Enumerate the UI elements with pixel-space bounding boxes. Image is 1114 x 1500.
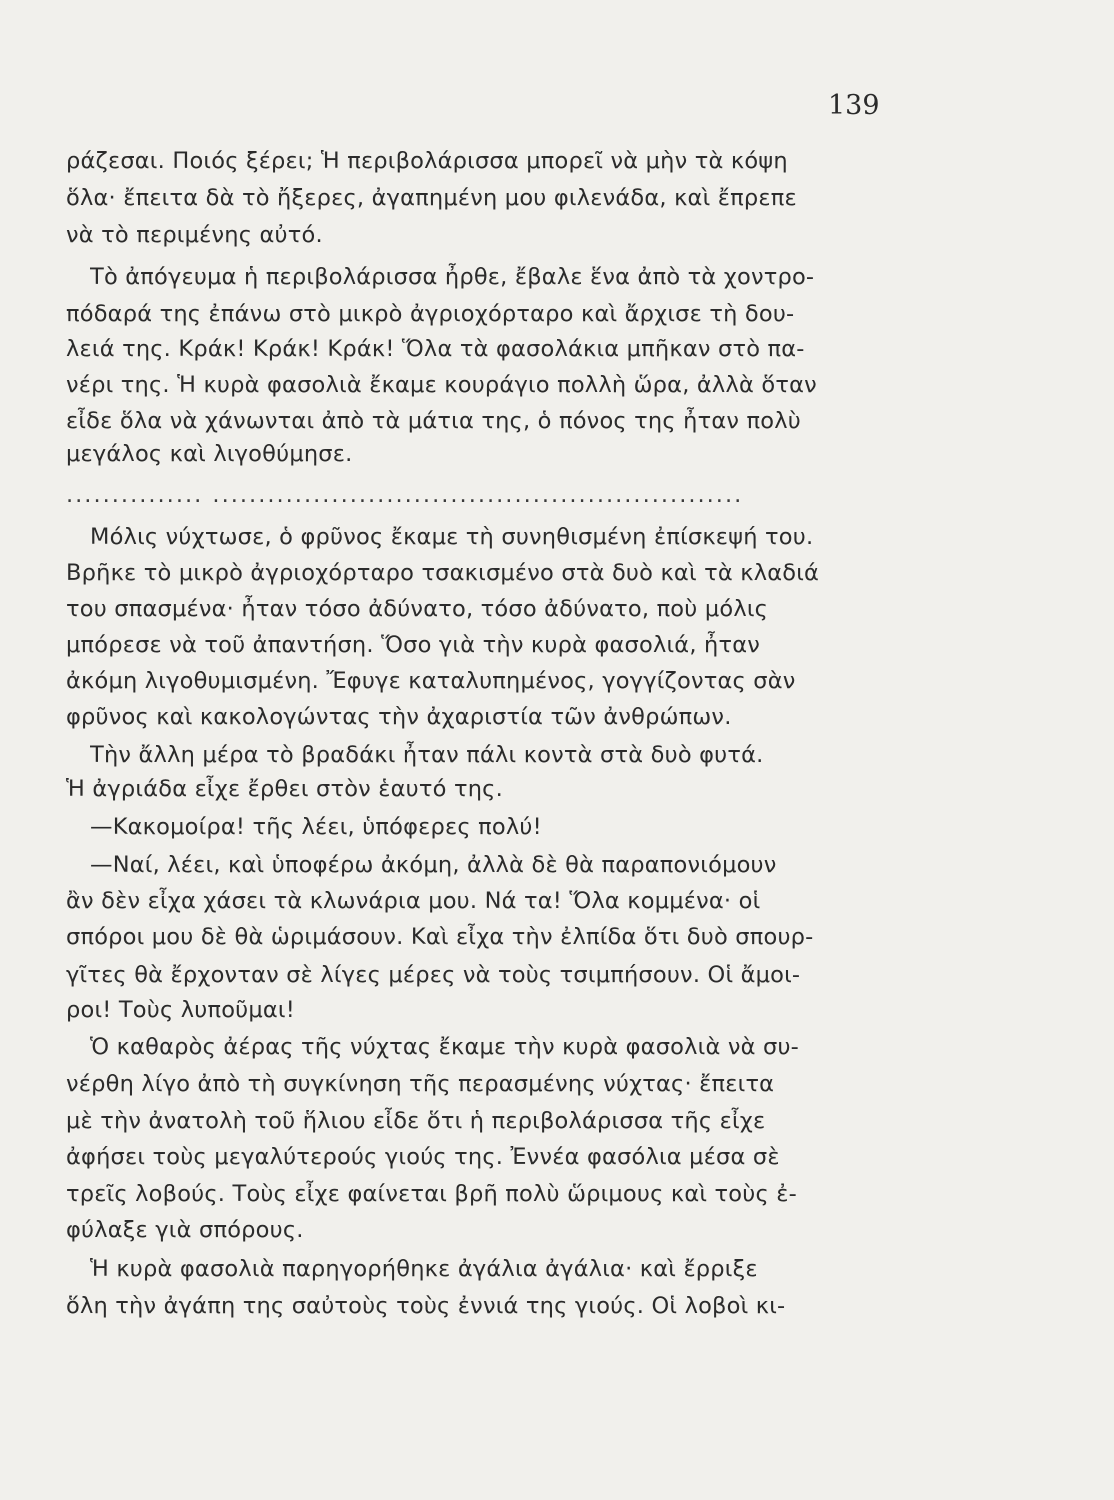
text-line: Ἡ κυρὰ φασολιὰ παρηγορήθηκε ἀγάλια ἀγάλια· καὶ ἔρριξε [90, 1256, 758, 1282]
text-line: λειά της. Κράκ! Κράκ! Κράκ! Ὅλα τὰ φασολάκια μπῆκαν στὸ πα- [66, 336, 805, 362]
text-line: ὅλα· ἔπειτα δὰ τὸ ἤξερες, ἀγαπημένη μου φιλενάδα, καὶ ἔπρεπε [66, 185, 797, 211]
page-number: 139 [828, 90, 880, 121]
text-line: σπόροι μου δὲ θὰ ὡριμάσουν. Καὶ εἶχα τὴν ἐλπίδα ὅτι δυὸ σπουρ- [66, 924, 814, 950]
text-line: —Ναί, λέει, καὶ ὑποφέρω ἀκόμη, ἀλλὰ δὲ θὰ παραπονιόμουν [90, 852, 777, 878]
text-line: Ἡ ἀγριάδα εἶχε ἔρθει στὸν ἑαυτό της. [66, 776, 503, 802]
text-line: νέρι της. Ἡ κυρὰ φασολιὰ ἔκαμε κουράγιο πολλὴ ὥρα, ἀλλὰ ὅταν [66, 372, 817, 398]
text-line: ροι! Τοὺς λυποῦμαι! [66, 997, 295, 1023]
text-line: εἶδε ὅλα νὰ χάνωνται ἀπὸ τὰ μάτια της, ὁ πόνος της ἦταν πολὺ [66, 408, 801, 434]
text-line: γῖτες θὰ ἔρχονταν σὲ λίγες μέρες νὰ τοὺς τσιμπήσουν. Οἱ ἄμοι- [66, 962, 801, 988]
text-line: νὰ τὸ περιμένης αὐτό. [66, 222, 323, 248]
text-line: Ὁ καθαρὸς ἀέρας τῆς νύχτας ἔκαμε τὴν κυρὰ φασολιὰ νὰ συ- [90, 1034, 799, 1060]
text-line: πόδαρά της ἐπάνω στὸ μικρὸ ἀγριοχόρταρο καὶ ἄρχισε τὴ δου- [66, 301, 795, 327]
text-line: μεγάλος καὶ λιγοθύμησε. [66, 441, 353, 467]
section-separator: ............... .......................................................... [66, 482, 744, 508]
text-line: τρεῖς λοβούς. Τοὺς εἶχε φαίνεται βρῆ πολὺ ὥριμους καὶ τοὺς ἐ- [66, 1181, 797, 1207]
text-line: Τὴν ἄλλη μέρα τὸ βραδάκι ἦταν πάλι κοντὰ στὰ δυὸ φυτά. [90, 742, 764, 768]
text-line: μπόρεσε νὰ τοῦ ἀπαντήση. Ὅσο γιὰ τὴν κυρὰ φασολιά, ἦταν [66, 632, 761, 658]
text-line: Μόλις νύχτωσε, ὁ φρῦνος ἔκαμε τὴ συνηθισμένη ἐπίσκεψή του. [90, 524, 814, 550]
text-line: —Κακομοίρα! τῆς λέει, ὑπόφερες πολύ! [90, 814, 542, 840]
text-line: ἂν δὲν εἶχα χάσει τὰ κλωνάρια μου. Νά τα! Ὅλα κομμένα· οἱ [66, 888, 761, 914]
text-line: φρῦνος καὶ κακολογώντας τὴν ἀχαριστία τῶν ἀνθρώπων. [66, 704, 732, 730]
text-line: ἀφήσει τοὺς μεγαλύτερούς γιούς της. Ἐννέα φασόλια μέσα σὲ [66, 1144, 780, 1170]
text-line: ὅλη τὴν ἀγάπη της σαὐτοὺς τοὺς ἐννιά της γιούς. Οἱ λοβοὶ κι- [66, 1293, 786, 1319]
text-line: μὲ τὴν ἀνατολὴ τοῦ ἥλιου εἶδε ὅτι ἡ περιβολάρισσα τῆς εἶχε [66, 1108, 766, 1134]
text-line: του σπασμένα· ἦταν τόσο ἀδύνατο, τόσο ἀδύνατο, ποὺ μόλις [66, 596, 769, 622]
text-line: ράζεσαι. Ποιός ξέρει; Ἡ περιβολάρισσα μπορεῖ νὰ μὴν τὰ κόψη [66, 148, 788, 174]
text-line: Τὸ ἀπόγευμα ἡ περιβολάρισσα ἦρθε, ἔβαλε ἕνα ἀπὸ τὰ χοντρο- [90, 264, 815, 290]
text-line: φύλαξε γιὰ σπόρους. [66, 1217, 304, 1243]
text-line: Βρῆκε τὸ μικρὸ ἀγριοχόρταρο τσακισμένο στὰ δυὸ καὶ τὰ κλαδιά [66, 560, 820, 586]
text-line: νέρθη λίγο ἀπὸ τὴ συγκίνηση τῆς περασμένης νύχτας· ἔπειτα [66, 1071, 775, 1097]
text-line: ἀκόμη λιγοθυμισμένη. Ἔφυγε καταλυπημένος, γογγίζοντας σὰν [66, 668, 796, 694]
